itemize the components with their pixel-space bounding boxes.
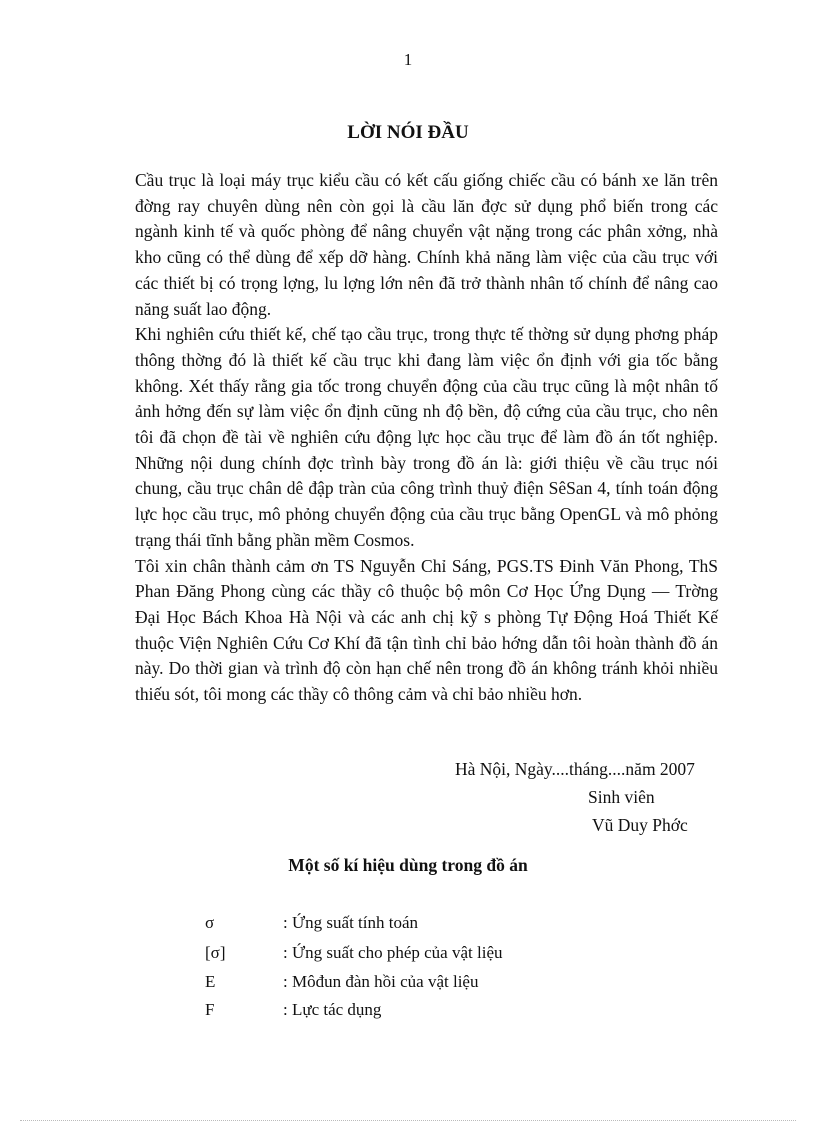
symbols-list: [205, 908, 503, 1025]
body-text: [135, 168, 718, 708]
paragraph-research: Khi nghiên cứu thiết kế, chế tạo cầu trục, trong thực tế thờng sử dụng phơng pháp thông thờng đó là thiết kế cầu trục khi đang làm việc ổn định với gia tốc bằng không. Xét thấy rằng gia tốc trong chuyển động của cầu trục cũng là một nhân tố ảnh hởng đến sự làm việc ổn định cũng nh độ bền, độ cứng của cầu trục, cho nên tôi đã chọn đề tài về nghiên cứu động lực học cầu trục để làm đồ án tốt nghiệp. Những nội dung chính đợc trình bày trong đồ án là: giới thiệu về cầu trục nói chung, cầu trục chân dê đập tràn của công trình thuỷ điện SêSan 4, tính toán động lực học cầu trục, mô phỏng chuyển động của cầu trục bằng OpenGL và mô phỏng trạng thái tĩnh bằng phần mềm Cosmos.: [135, 324, 718, 550]
signature-date: Hà Nội, Ngày....tháng....năm 2007: [455, 759, 695, 779]
signature-role: Sinh viên: [588, 787, 655, 807]
symbol-row: [205, 968, 503, 995]
paragraph-thanks: Tôi xin chân thành cảm ơn TS Nguyễn Chỉ Sáng, PGS.TS Đinh Văn Phong, ThS Phan Đăng Phong cùng các thầy cô thuộc bộ môn Cơ Học Ứng Dụng — Trờng Đại Học Bách Khoa Hà Nội và các anh chị kỹ s phòng Tự Động Hoá Thiết Kế thuộc Viện Nghiên Cứu Cơ Khí đã tận tình chỉ bảo hớng dẫn tôi hoàn thành đồ án này. Do thời gian và trình độ còn hạn chế nên trong đồ án không tránh khỏi nhiều thiếu sót, tôi mong các thầy cô thông cảm và chỉ bảo nhiều hơn.: [135, 555, 718, 705]
symbol-description: : Lực tác dụng: [283, 1000, 382, 1019]
symbols-title: Một số kí hiệu dùng trong đồ án: [288, 855, 528, 875]
symbol: σ: [205, 913, 215, 932]
symbol-row: [205, 938, 503, 968]
page-title: LỜI NÓI ĐẦU: [347, 122, 469, 143]
page-bottom-rule: [20, 1120, 796, 1121]
paragraph-intro: Cầu trục là loại máy trục kiểu cầu có kết cấu giống chiếc cầu có bánh xe lăn trên đờng ray chuyên dùng nên còn gọi là cầu lăn đợc sử dụng phổ biến trong các ngành kinh tế và quốc phòng để nâng chuyển vật nặng trong các phân xởng, nhà kho cũng có thể dùng để xếp dỡ hàng. Chính khả năng làm việc của cầu trục với các thiết bị có trọng lợng, lu lợng lớn nên đã trở thành nhân tố chính để nâng cao năng suất lao động.: [135, 170, 718, 319]
page-number: 1: [403, 50, 413, 69]
symbol: E: [205, 971, 216, 991]
symbol: [σ]: [205, 943, 226, 962]
symbol-description: : Ứng suất tính toán: [283, 913, 419, 932]
symbol: F: [205, 1000, 215, 1019]
symbol-row: [205, 908, 503, 938]
signature-block: [455, 755, 695, 839]
symbol-description: : Ứng suất cho phép của vật liệu: [283, 943, 503, 962]
symbol-row: [205, 995, 503, 1025]
signature-name: Vũ Duy Phớc: [592, 815, 688, 835]
symbol-description: : Môđun đàn hồi của vật liệu: [283, 971, 479, 991]
